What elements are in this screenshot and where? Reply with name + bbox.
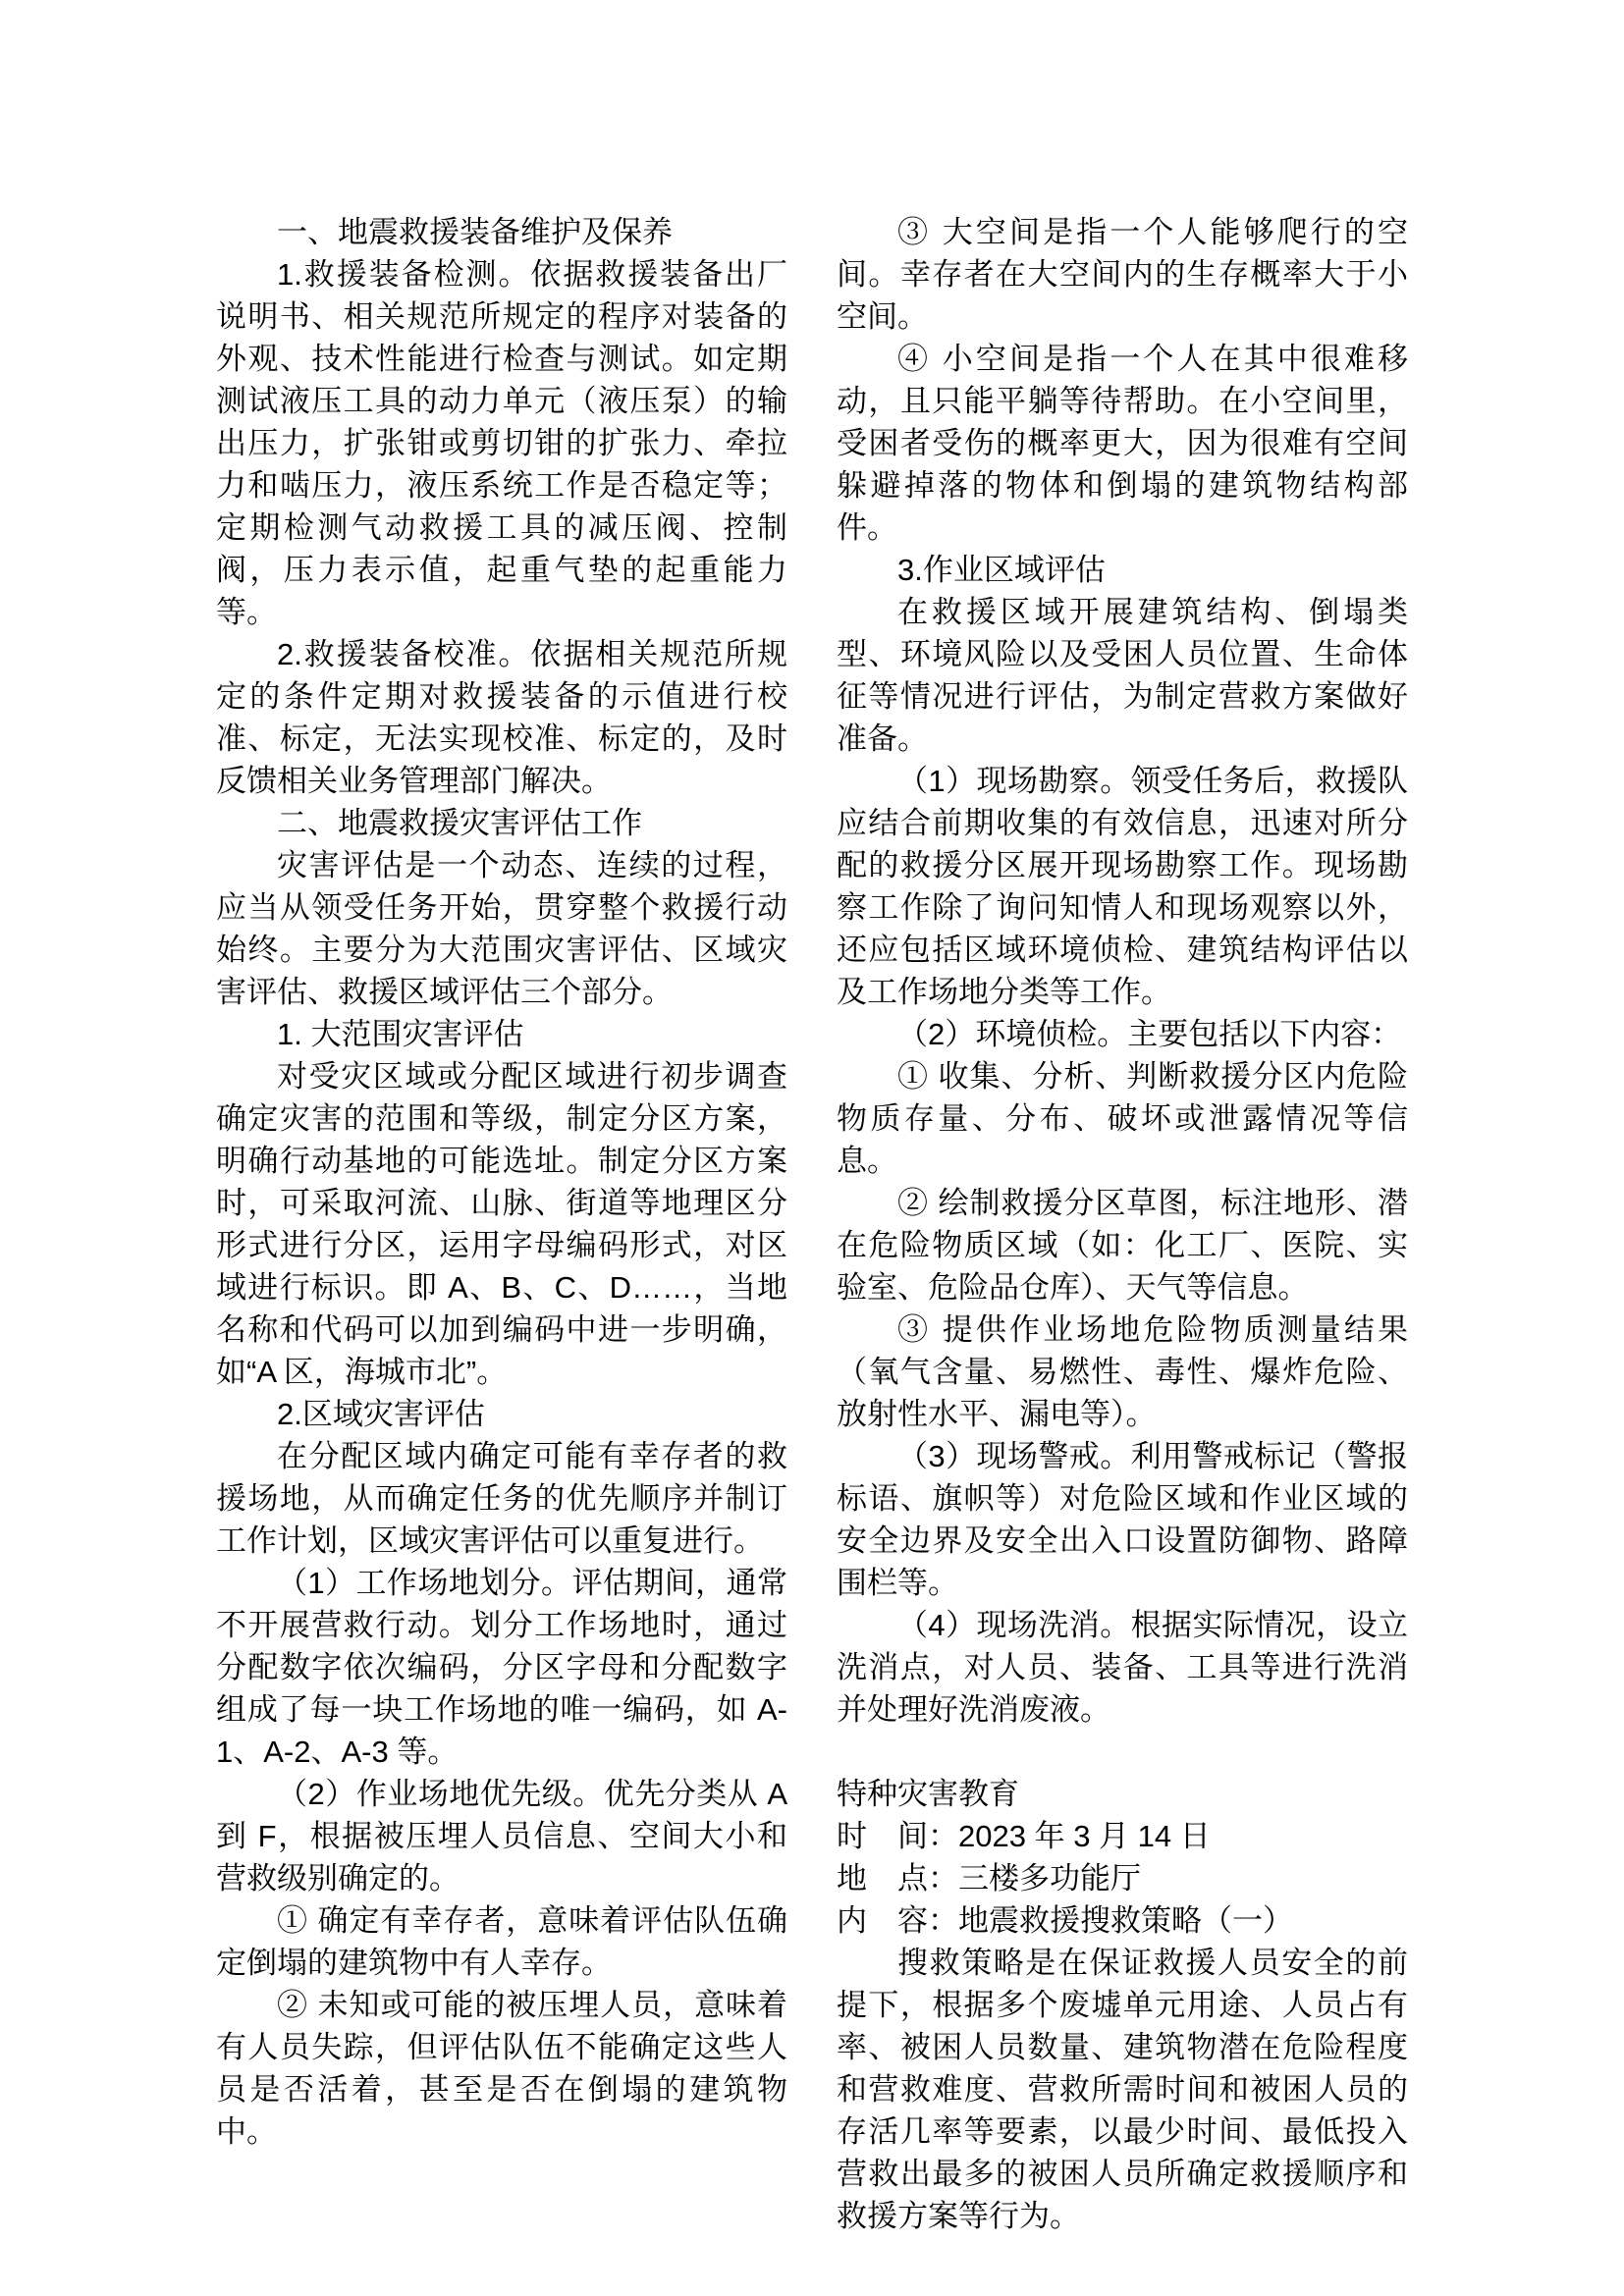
paragraph: （4）现场洗消。根据实际情况，设立洗消点，对人员、装备、工具等进行洗消并处理好洗消废液。 xyxy=(837,1608,1408,1727)
paragraph: 在分配区域内确定可能有幸存者的救援场地，从而确定任务的优先顺序并制订工作计划，区域灾害评估可以重复进行。 xyxy=(216,1439,787,1558)
paragraph: 对受灾区域或分配区域进行初步调查确定灾害的范围和等级，制定分区方案，明确行动基地的可能选址。制定分区方案时，可采取河流、山脉、街道等地理区分形式进行分区，运用字母编码形式，对区域进行标识。即 A、B、C、D……，当地名称和代码可以加到编码中进一步明确，如“A 区，海城市北”。 xyxy=(216,1059,787,1389)
paragraph: （3）现场警戒。利用警戒标记（警报标语、旗帜等）对危险区域和作业区域的安全边界及安全出入口设置防御物、路障围栏等。 xyxy=(837,1439,1408,1600)
paragraph: （2）作业场地优先级。优先分类从 A 到 F，根据被压埋人员信息、空间大小和营救级别确定的。 xyxy=(216,1777,787,1896)
paragraph: ② 未知或可能的被压埋人员，意味着有人员失踪，但评估队伍不能确定这些人员是否活着，甚至是否在倒塌的建筑物中。 xyxy=(216,1988,787,2149)
paragraph: ① 确定有幸存者，意味着评估队伍确定倒塌的建筑物中有人幸存。 xyxy=(216,1903,787,1980)
blank-line xyxy=(837,1731,1408,1773)
paragraph: 2.区域灾害评估 xyxy=(277,1397,485,1431)
paragraph: （1）工作场地划分。评估期间，通常不开展营救行动。划分工作场地时，通过分配数字依次编码，分区字母和分配数字组成了每一块工作场地的唯一编码，如 A-1、A-2、A-3 等。 xyxy=(216,1566,787,1769)
paragraph: 搜救策略是在保证救援人员安全的前提下，根据多个废墟单元用途、人员占有率、被困人员数量、建筑物潜在危险程度和营救难度、营救所需时间和被困人员的存活几率等要素，以最少时间、最低投入营救出最多的被困人员所确定救援顺序和救援方案等行为。 xyxy=(837,1946,1408,2233)
paragraph: 1.救援装备检测。依据救援装备出厂说明书、相关规范所规定的程序对装备的外观、技术性能进行检查与测试。如定期测试液压工具的动力单元（液压泵）的输出压力，扩张钳或剪切钳的扩张力、牵拉力和啮压力，液压系统工作是否稳定等；定期检测气动救援工具的减压阀、控制阀，压力表示值，起重气垫的起重能力等。 xyxy=(216,257,787,629)
paragraph: ② 绘制救援分区草图，标注地形、潜在危险物质区域（如：化工厂、医院、实验室、危险品仓库）、天气等信息。 xyxy=(837,1186,1408,1305)
paragraph: 二、地震救援灾害评估工作 xyxy=(277,806,642,840)
paragraph: 在救援区域开展建筑结构、倒塌类型、环境风险以及受困人员位置、生命体征等情况进行评估，为制定营救方案做好准备。 xyxy=(837,595,1408,756)
text-column-left xyxy=(216,211,787,2153)
paragraph: 2.救援装备校准。依据相关规范所规定的条件定期对救援装备的示值进行校准、标定，无法实现校准、标定的，及时反馈相关业务管理部门解决。 xyxy=(216,637,787,798)
paragraph: ④ 小空间是指一个人在其中很难移动，且只能平躺等待帮助。在小空间里，受困者受伤的概率更大，因为很难有空间躲避掉落的物体和倒塌的建筑物结构部件。 xyxy=(837,342,1408,545)
paragraph: ③ 提供作业场地危险物质测量结果（氧气含量、易燃性、毒性、爆炸危险、放射性水平、漏电等）。 xyxy=(837,1312,1408,1431)
paragraph: 特种灾害教育 xyxy=(837,1777,1019,1811)
paragraph: （1）现场勘察。领受任务后，救援队应结合前期收集的有效信息，迅速对所分配的救援分区展开现场勘察工作。现场勘察工作除了询问知情人和现场观察以外，还应包括区域环境侦检、建筑结构评估以及工作场地分类等工作。 xyxy=(837,764,1408,1009)
paragraph: 内 容：地震救援搜救策略（一） xyxy=(837,1903,1293,1938)
paragraph: ① 收集、分析、判断救援分区内危险物质存量、分布、破坏或泄露情况等信息。 xyxy=(837,1059,1408,1178)
paragraph: 一、地震救援装备维护及保养 xyxy=(277,215,673,249)
text-column-right xyxy=(837,211,1408,2237)
paragraph: 灾害评估是一个动态、连续的过程，应当从领受任务开始，贯穿整个救援行动始终。主要分为大范围灾害评估、区域灾害评估、救援区域评估三个部分。 xyxy=(216,848,787,1009)
paragraph: ③ 大空间是指一个人能够爬行的空间。幸存者在大空间内的生存概率大于小空间。 xyxy=(837,215,1408,334)
paragraph: 3.作业区域评估 xyxy=(897,553,1106,587)
paragraph: （2）环境侦检。主要包括以下内容： xyxy=(897,1017,1402,1051)
paragraph: 1. 大范围灾害评估 xyxy=(277,1017,524,1051)
paragraph: 地 点：三楼多功能厅 xyxy=(837,1861,1141,1896)
paragraph: 时 间：2023 年 3 月 14 日 xyxy=(837,1819,1211,1853)
